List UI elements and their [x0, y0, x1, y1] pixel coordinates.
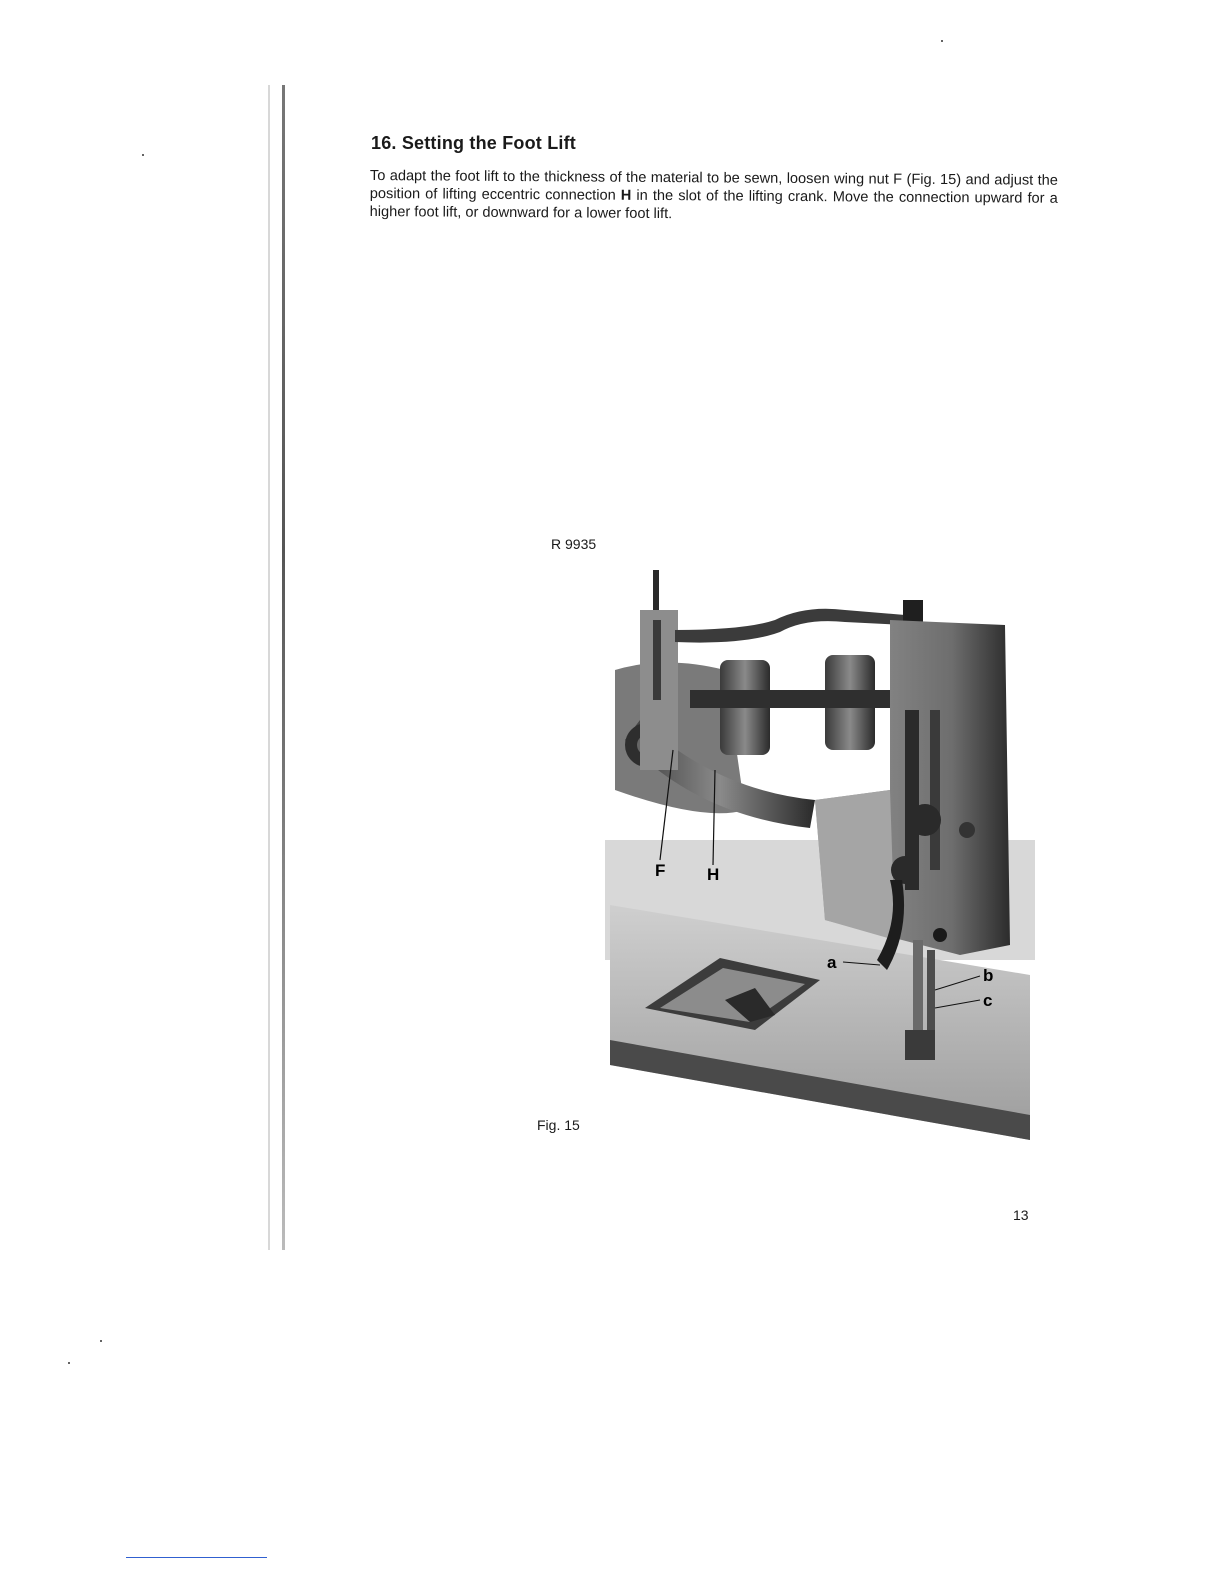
figure-reference: R 9935	[551, 536, 597, 552]
paragraph-bold-h: H	[620, 187, 632, 204]
scan-speck	[100, 1340, 102, 1342]
figure-caption: Fig. 15	[537, 1117, 580, 1133]
sewing-machine-photo	[605, 560, 1035, 1145]
scan-speck	[142, 154, 144, 156]
label-c: c	[983, 991, 993, 1010]
scan-speck	[941, 40, 943, 42]
paragraph-text-2: in the slot of the lifting crank. Move the connection upward for a higher foot lift, or downward for a lower foot lift.	[369, 187, 1058, 223]
paragraph-text-1: To adapt the foot lift to the thickness of the material to be sewn, loosen wing nut F (Fig. 15) and adjust the position of lifting eccentric connection	[369, 167, 1058, 204]
scan-binding-shadow	[268, 85, 270, 1250]
page-number: 13	[1013, 1207, 1029, 1223]
label-a: a	[827, 953, 837, 972]
scan-speck	[68, 1362, 70, 1364]
scan-binding-edge	[282, 85, 285, 1250]
section-heading: 16. Setting the Foot Lift	[371, 133, 576, 153]
label-f: F	[655, 861, 666, 880]
scan-bottom-line	[126, 1557, 267, 1558]
section-paragraph	[370, 167, 1058, 226]
label-b: b	[983, 966, 994, 985]
label-h: H	[707, 865, 720, 884]
